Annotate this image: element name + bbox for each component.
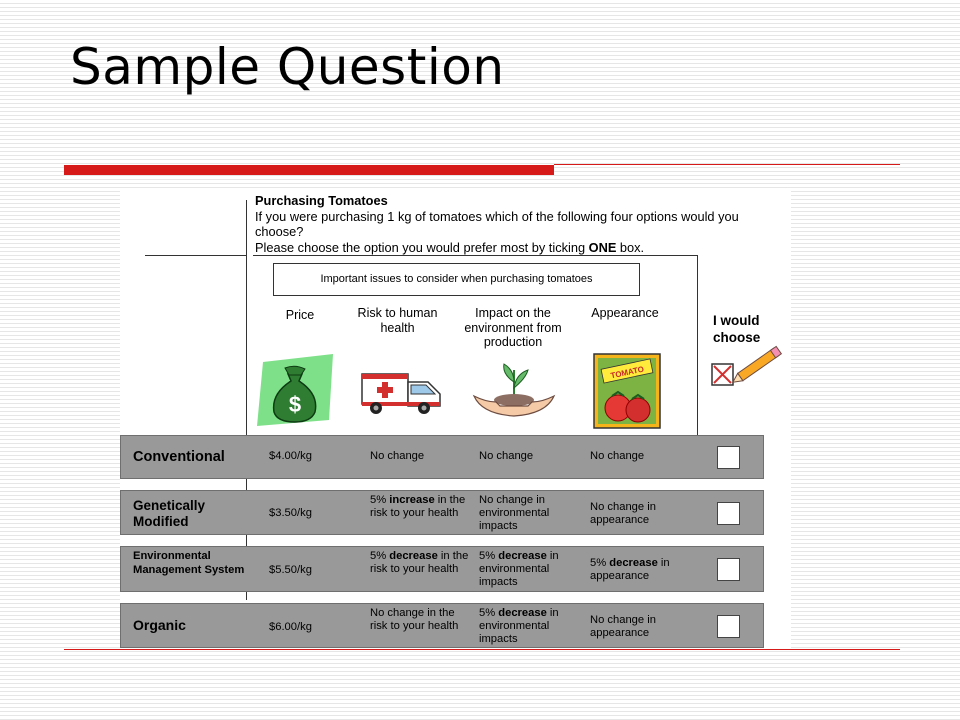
issues-box: Important issues to consider when purchasing tomatoes [273, 263, 640, 296]
option-appearance: 5% decrease in appearance [590, 557, 670, 582]
choose-checkbox-environmental-management-system[interactable] [717, 558, 740, 581]
bottom-divider [64, 649, 900, 650]
option-name: Conventional [133, 449, 225, 465]
tick-pencil-icon [708, 342, 788, 393]
option-risk: 5% increase in the risk to your health [370, 494, 466, 519]
option-risk: 5% decrease in the risk to your health [370, 550, 469, 575]
survey-instruction: Please choose the option you would prefer most by ticking ONE box. [255, 239, 645, 255]
survey-title: Purchasing Tomatoes [255, 193, 388, 208]
option-appearance: No change [590, 450, 645, 462]
option-price: $6.00/kg [269, 621, 312, 633]
column-header-impact: Impact on the environment from production [464, 306, 562, 349]
option-price: $3.50/kg [269, 507, 312, 519]
option-row-environmental-management-system [120, 546, 764, 592]
frame-line-left [246, 200, 247, 600]
option-name: Genetically Modified [133, 498, 206, 529]
option-risk: No change [370, 450, 425, 462]
tomato-packet-icon [592, 352, 664, 437]
frame-line-header [253, 255, 698, 256]
title-divider-thick [64, 165, 554, 175]
option-impact: 5% decrease in environmental impacts [479, 550, 559, 588]
option-name: Organic [133, 617, 186, 633]
option-appearance: No change in appearance [590, 501, 656, 526]
choose-header: I would choose [713, 313, 761, 345]
title-divider-thin [554, 164, 900, 165]
option-name: Environmental Management System [133, 550, 245, 576]
frame-line-top [145, 255, 247, 256]
option-row-conventional [120, 435, 764, 479]
option-appearance: No change in appearance [590, 614, 656, 639]
choose-checkbox-conventional[interactable] [717, 446, 740, 469]
svg-text:$: $ [288, 392, 302, 417]
money-bag-icon [255, 350, 335, 433]
option-price: $5.50/kg [269, 564, 312, 576]
slide-title: Sample Question [70, 38, 505, 96]
option-impact: 5% decrease in environmental impacts [479, 607, 559, 645]
option-impact: No change [479, 450, 534, 462]
choose-checkbox-organic[interactable] [717, 615, 740, 638]
option-impact: No change in environmental impacts [479, 494, 550, 532]
survey-question: If you were purchasing 1 kg of tomatoes which of the following four options would you choose? [255, 208, 739, 239]
choose-checkbox-genetically-modified[interactable] [717, 502, 740, 525]
option-price: $4.00/kg [269, 450, 312, 462]
ambulance-icon [358, 368, 448, 425]
survey-intro [255, 193, 775, 255]
seedling-icon [472, 358, 556, 427]
option-row-organic [120, 603, 764, 648]
frame-line-right [697, 255, 698, 435]
column-header-price: Price [285, 308, 315, 322]
column-header-appearance: Appearance [591, 306, 659, 320]
option-risk: No change in the risk to your health [370, 607, 459, 632]
survey-figure [120, 190, 791, 648]
option-row-genetically-modified [120, 490, 764, 535]
svg-text:TOMATO: TOMATO [609, 364, 645, 381]
column-header-risk: Risk to human health [357, 306, 438, 335]
